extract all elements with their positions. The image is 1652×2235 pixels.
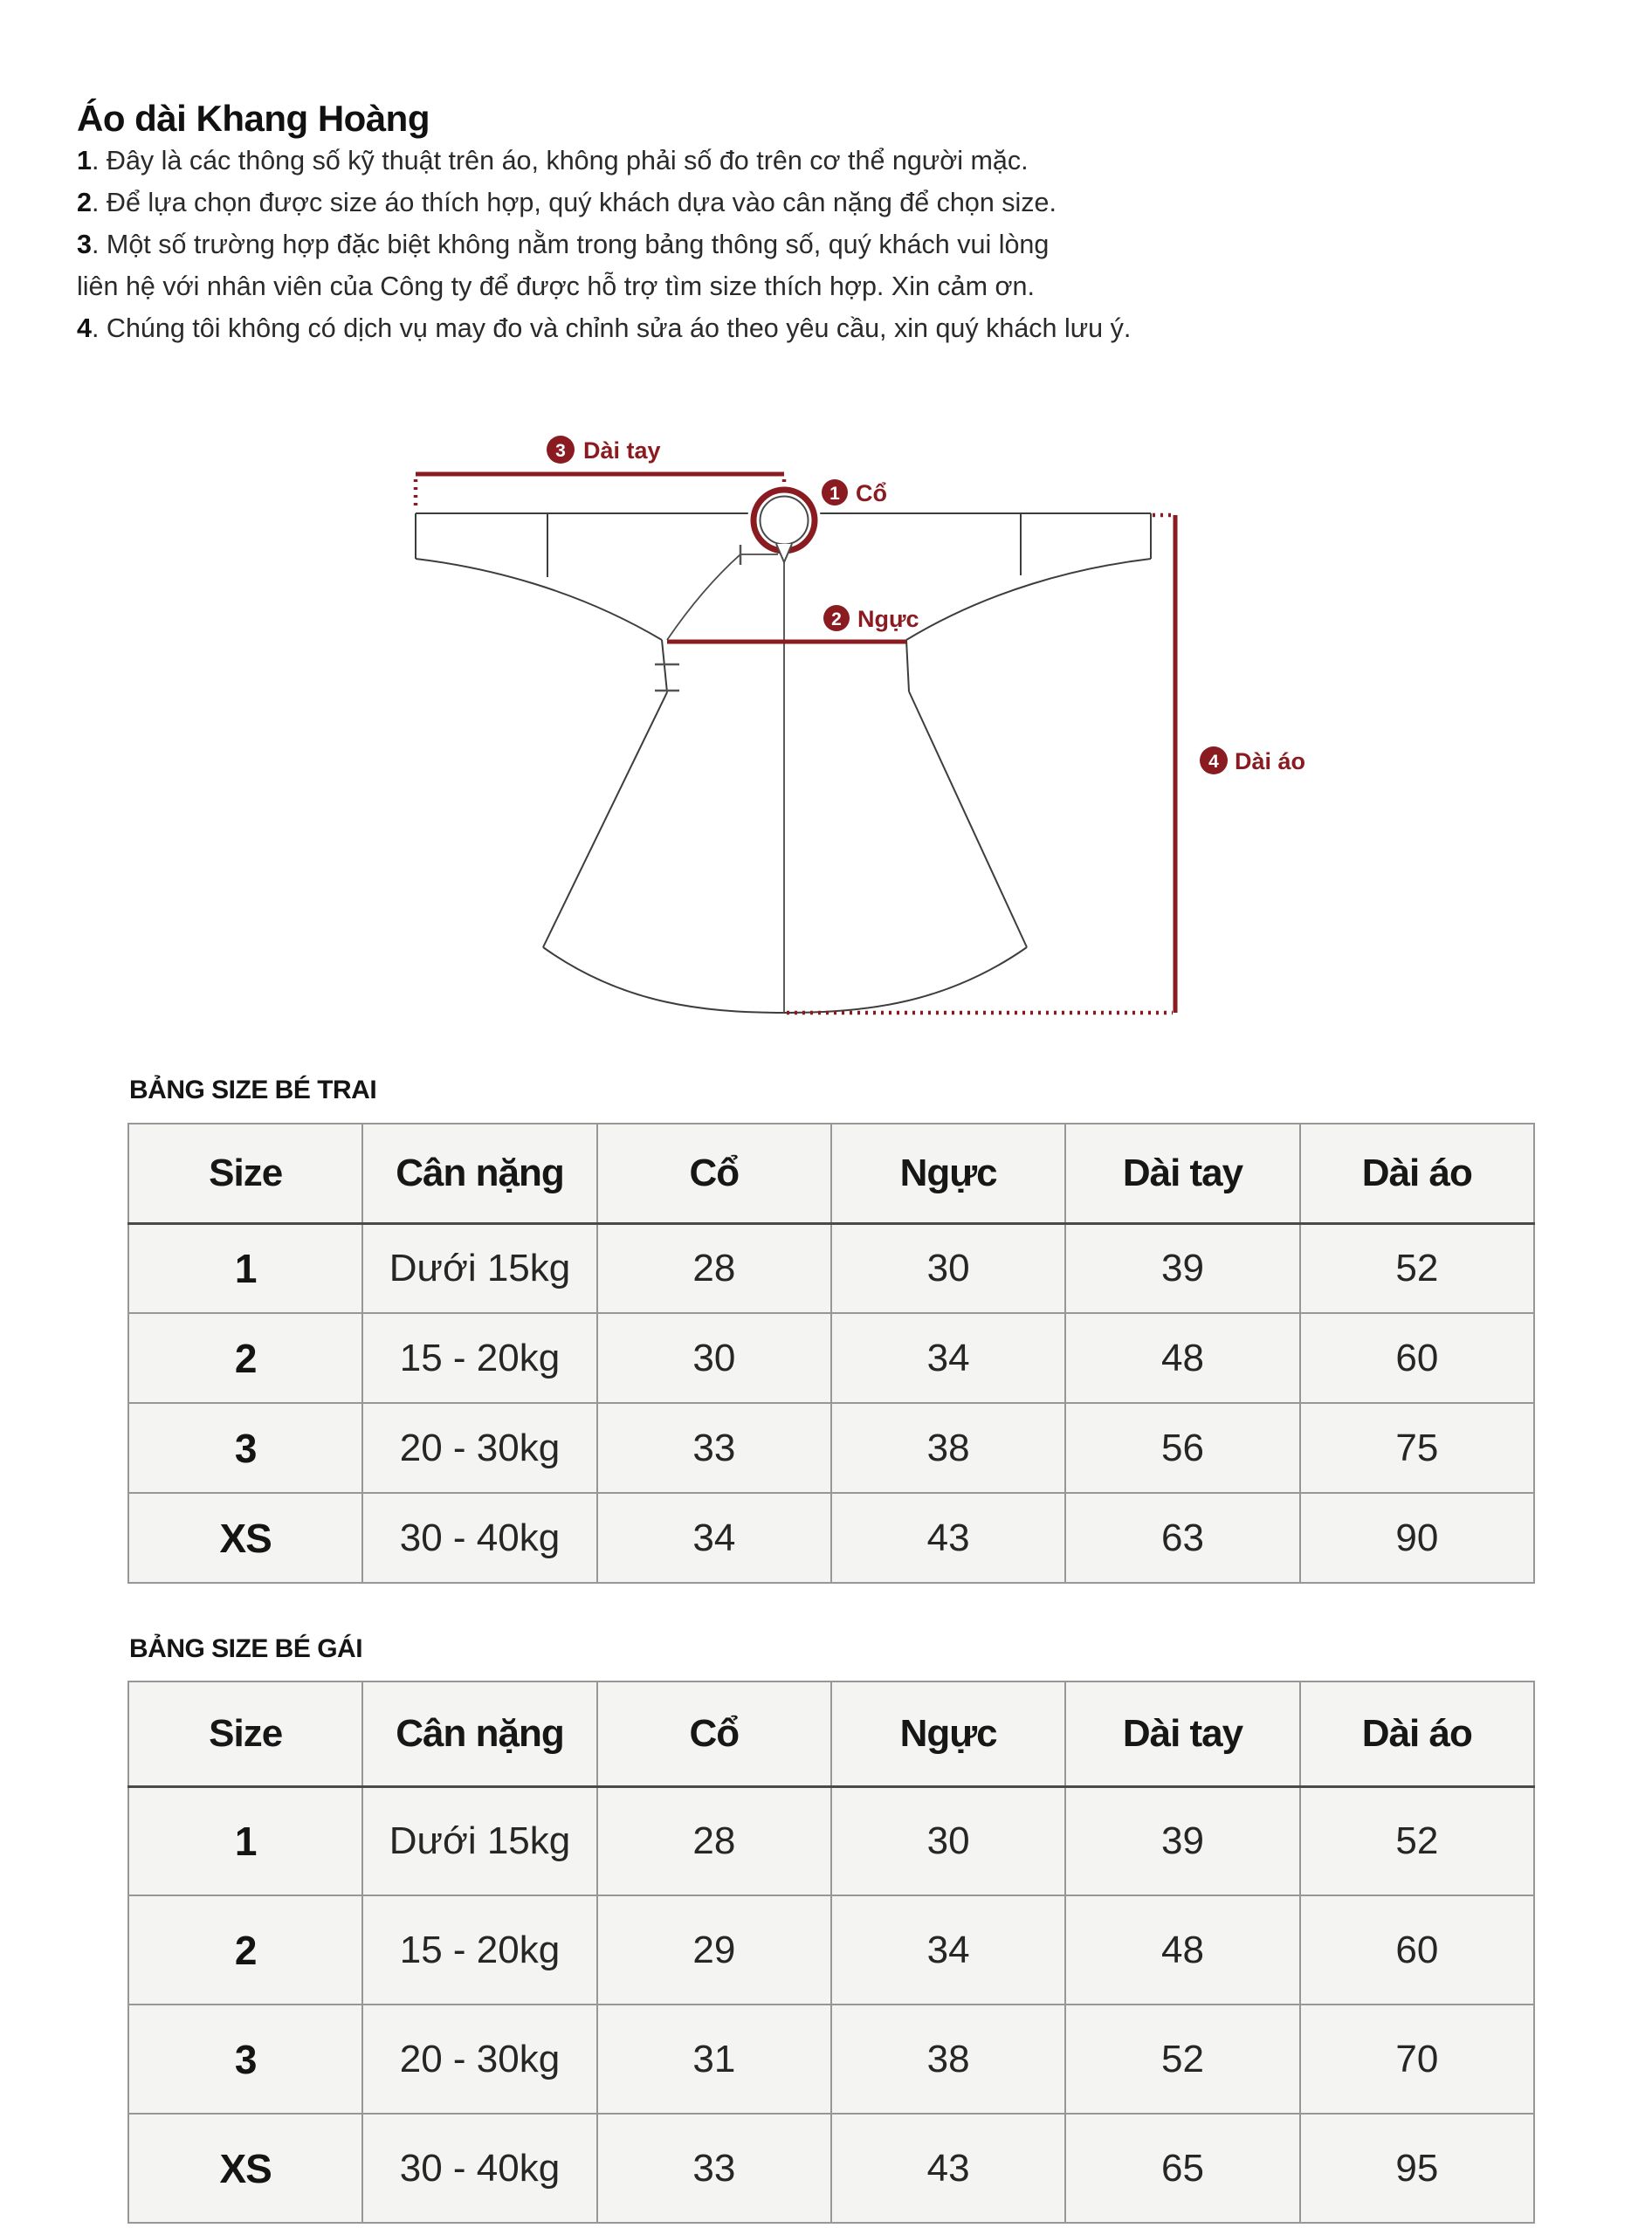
cell-neck: 28 bbox=[597, 1223, 831, 1313]
note-text: . Một số trường hợp đặc biệt không nằm trong bảng thông số, quý khách vui lòng bbox=[91, 230, 1050, 259]
measure-nguc bbox=[667, 605, 919, 642]
section-title-girls: BẢNG SIZE BÉ GÁI bbox=[129, 1634, 363, 1663]
cell-weight: 30 - 40kg bbox=[362, 1493, 596, 1583]
table-row bbox=[128, 1493, 1534, 1583]
cell-neck: 34 bbox=[597, 1493, 831, 1583]
cell-sleeve: 65 bbox=[1065, 2114, 1299, 2223]
measure-dai-tay bbox=[416, 436, 784, 510]
header-dai-tay: Dài tay bbox=[1065, 1124, 1299, 1223]
note-line bbox=[77, 307, 1299, 349]
ao-dai-diagram-svg bbox=[244, 417, 1327, 1048]
header-can-nang: Cân nặng bbox=[362, 1681, 596, 1786]
notes-list bbox=[77, 140, 1299, 349]
badge-3-number: 3 bbox=[555, 441, 566, 461]
cell-chest: 34 bbox=[831, 1895, 1065, 2005]
boys-table-header bbox=[128, 1124, 1534, 1223]
cell-chest: 34 bbox=[831, 1313, 1065, 1403]
table-row bbox=[128, 1313, 1534, 1403]
cell-size: 2 bbox=[128, 1895, 362, 2005]
table-row bbox=[128, 1403, 1534, 1493]
front-flap-lines bbox=[667, 554, 784, 1013]
table-row bbox=[128, 1786, 1534, 1895]
boys-table-body bbox=[128, 1223, 1534, 1583]
label-dai-tay: Dài tay bbox=[583, 437, 661, 464]
cell-weight: 20 - 30kg bbox=[362, 1403, 596, 1493]
note-number: 2 bbox=[77, 188, 92, 217]
cell-sleeve: 56 bbox=[1065, 1403, 1299, 1493]
note-text: . Chúng tôi không có dịch vụ may đo và chỉnh sửa áo theo yêu cầu, xin quý khách lưu ý. bbox=[91, 313, 1132, 343]
header-size: Size bbox=[128, 1124, 362, 1223]
girls-table-header bbox=[128, 1681, 1534, 1786]
neck-collar bbox=[747, 484, 821, 562]
cell-sleeve: 63 bbox=[1065, 1493, 1299, 1583]
cell-weight: 30 - 40kg bbox=[362, 2114, 596, 2223]
cell-neck: 30 bbox=[597, 1313, 831, 1403]
cell-chest: 30 bbox=[831, 1223, 1065, 1313]
header-dai-tay: Dài tay bbox=[1065, 1681, 1299, 1786]
cell-weight: 20 - 30kg bbox=[362, 2005, 596, 2114]
boys-size-table bbox=[127, 1123, 1535, 1584]
table-header-row bbox=[128, 1124, 1534, 1223]
header-can-nang: Cân nặng bbox=[362, 1124, 596, 1223]
girls-size-table bbox=[127, 1681, 1535, 2224]
cell-size: 3 bbox=[128, 2005, 362, 2114]
section-title-boys: BẢNG SIZE BÉ TRAI bbox=[129, 1076, 377, 1104]
header-dai-ao: Dài áo bbox=[1300, 1124, 1534, 1223]
cell-weight: Dưới 15kg bbox=[362, 1223, 596, 1313]
cell-chest: 38 bbox=[831, 2005, 1065, 2114]
cell-sleeve: 39 bbox=[1065, 1223, 1299, 1313]
cell-weight: 15 - 20kg bbox=[362, 1313, 596, 1403]
cell-length: 52 bbox=[1300, 1223, 1534, 1313]
cell-sleeve: 48 bbox=[1065, 1895, 1299, 2005]
cell-chest: 30 bbox=[831, 1786, 1065, 1895]
table-row bbox=[128, 1223, 1534, 1313]
cell-sleeve: 39 bbox=[1065, 1786, 1299, 1895]
measure-dai-ao bbox=[787, 515, 1305, 1013]
page-title: Áo dài Khang Hoàng bbox=[77, 98, 430, 140]
cell-chest: 43 bbox=[831, 1493, 1065, 1583]
cell-weight: 15 - 20kg bbox=[362, 1895, 596, 2005]
cell-neck: 33 bbox=[597, 2114, 831, 2223]
label-co: Cổ bbox=[856, 480, 887, 506]
table-row bbox=[128, 2114, 1534, 2223]
badge-4-number: 4 bbox=[1208, 752, 1219, 772]
cell-chest: 43 bbox=[831, 2114, 1065, 2223]
cell-size: 2 bbox=[128, 1313, 362, 1403]
garment-outline bbox=[416, 513, 1151, 1013]
note-line bbox=[77, 182, 1299, 224]
header-co: Cổ bbox=[597, 1681, 831, 1786]
note-line bbox=[77, 140, 1299, 182]
cell-size: XS bbox=[128, 1493, 362, 1583]
label-dai-ao: Dài áo bbox=[1235, 748, 1306, 774]
cell-neck: 33 bbox=[597, 1403, 831, 1493]
cell-length: 90 bbox=[1300, 1493, 1534, 1583]
label-nguc: Ngực bbox=[857, 606, 919, 632]
cell-size: 1 bbox=[128, 1223, 362, 1313]
table-row bbox=[128, 2005, 1534, 2114]
badge-2-number: 2 bbox=[831, 609, 842, 629]
cell-sleeve: 52 bbox=[1065, 2005, 1299, 2114]
cell-neck: 28 bbox=[597, 1786, 831, 1895]
note-text: . Để lựa chọn được size áo thích hợp, quý khách dựa vào cân nặng để chọn size. bbox=[91, 188, 1057, 217]
cell-size: 3 bbox=[128, 1403, 362, 1493]
measure-co bbox=[822, 479, 887, 506]
note-line bbox=[77, 224, 1299, 265]
cell-length: 60 bbox=[1300, 1895, 1534, 2005]
cell-length: 60 bbox=[1300, 1313, 1534, 1403]
header-dai-ao: Dài áo bbox=[1300, 1681, 1534, 1786]
header-nguc: Ngực bbox=[831, 1124, 1065, 1223]
cell-length: 52 bbox=[1300, 1786, 1534, 1895]
note-number: 3 bbox=[77, 230, 92, 259]
note-number: 4 bbox=[77, 313, 92, 343]
cell-length: 70 bbox=[1300, 2005, 1534, 2114]
cell-length: 95 bbox=[1300, 2114, 1534, 2223]
note-text: . Đây là các thông số kỹ thuật trên áo, không phải số đo trên cơ thể người mặc. bbox=[91, 146, 1029, 175]
girls-table-body bbox=[128, 1786, 1534, 2223]
cell-weight: Dưới 15kg bbox=[362, 1786, 596, 1895]
cell-size: XS bbox=[128, 2114, 362, 2223]
badge-1-number: 1 bbox=[829, 484, 840, 504]
note-number: 1 bbox=[77, 146, 92, 175]
note-line bbox=[77, 265, 1299, 307]
header-co: Cổ bbox=[597, 1124, 831, 1223]
ao-dai-measurement-diagram bbox=[244, 417, 1327, 1048]
cell-sleeve: 48 bbox=[1065, 1313, 1299, 1403]
header-size: Size bbox=[128, 1681, 362, 1786]
note-text: liên hệ với nhân viên của Công ty để được hỗ trợ tìm size thích hợp. Xin cảm ơn. bbox=[77, 272, 1035, 301]
cell-chest: 38 bbox=[831, 1403, 1065, 1493]
cell-neck: 31 bbox=[597, 2005, 831, 2114]
cell-size: 1 bbox=[128, 1786, 362, 1895]
table-row bbox=[128, 1895, 1534, 2005]
header-nguc: Ngực bbox=[831, 1681, 1065, 1786]
table-header-row bbox=[128, 1681, 1534, 1786]
cell-length: 75 bbox=[1300, 1403, 1534, 1493]
cell-neck: 29 bbox=[597, 1895, 831, 2005]
